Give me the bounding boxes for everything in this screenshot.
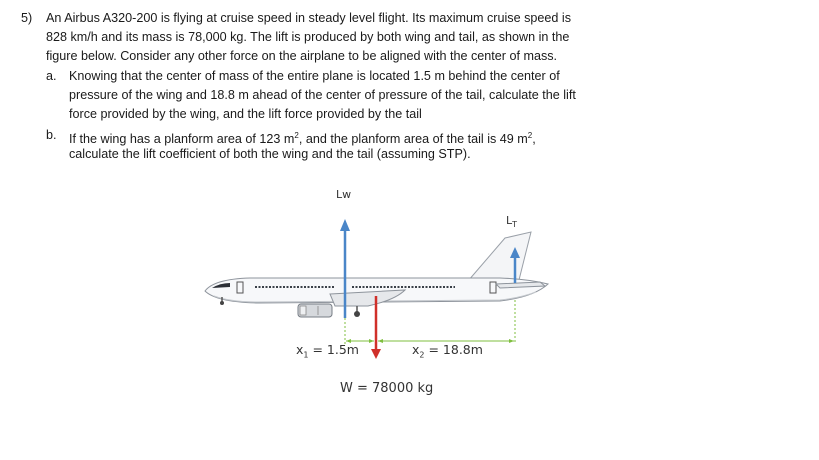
problem-number: 5)	[21, 11, 33, 25]
wing-lift-label: Lw	[336, 188, 352, 201]
part-b-label: b.	[46, 128, 57, 142]
part-a-line-3: force provided by the wing, and the lift force provided by the tail	[69, 107, 422, 121]
problem-line-1: An Airbus A320-200 is flying at cruise speed in steady level flight. Its maximum cruise speed is	[46, 11, 571, 25]
part-a-label: a.	[46, 69, 57, 83]
x1-label: $x_1 = 1.5m$	[296, 342, 359, 360]
problem-line-2: 828 km/h and its mass is 78,000 kg. The lift is produced by both wing and tail, as shown in the	[46, 30, 570, 44]
part-b-line-1: If the wing has a planform area of 123 $m^2$, and the planform area of the tail is 49 $m^2$,	[69, 131, 536, 147]
part-a-line-1: Knowing that the center of mass of the entire plane is located 1.5 m behind the center of	[69, 69, 560, 83]
tail-fin	[468, 232, 531, 281]
dimension-lines	[345, 300, 515, 344]
tail-lift-label: $L_T$	[506, 214, 518, 230]
part-a-line-2: pressure of the wing and 18.8 m ahead of the center of pressure of the tail, calculate the lift	[69, 88, 576, 102]
problem-line-3: figure below. Consider any other force on the airplane to be aligned with the center of mass.	[46, 49, 558, 63]
x2-label: $x_2 = 18.8m$	[412, 342, 483, 360]
weight-label: W = 78000 kg	[340, 381, 434, 396]
part-b-line-2: calculate the lift coefficient of both the wing and the tail (assuming STP).	[69, 147, 471, 161]
